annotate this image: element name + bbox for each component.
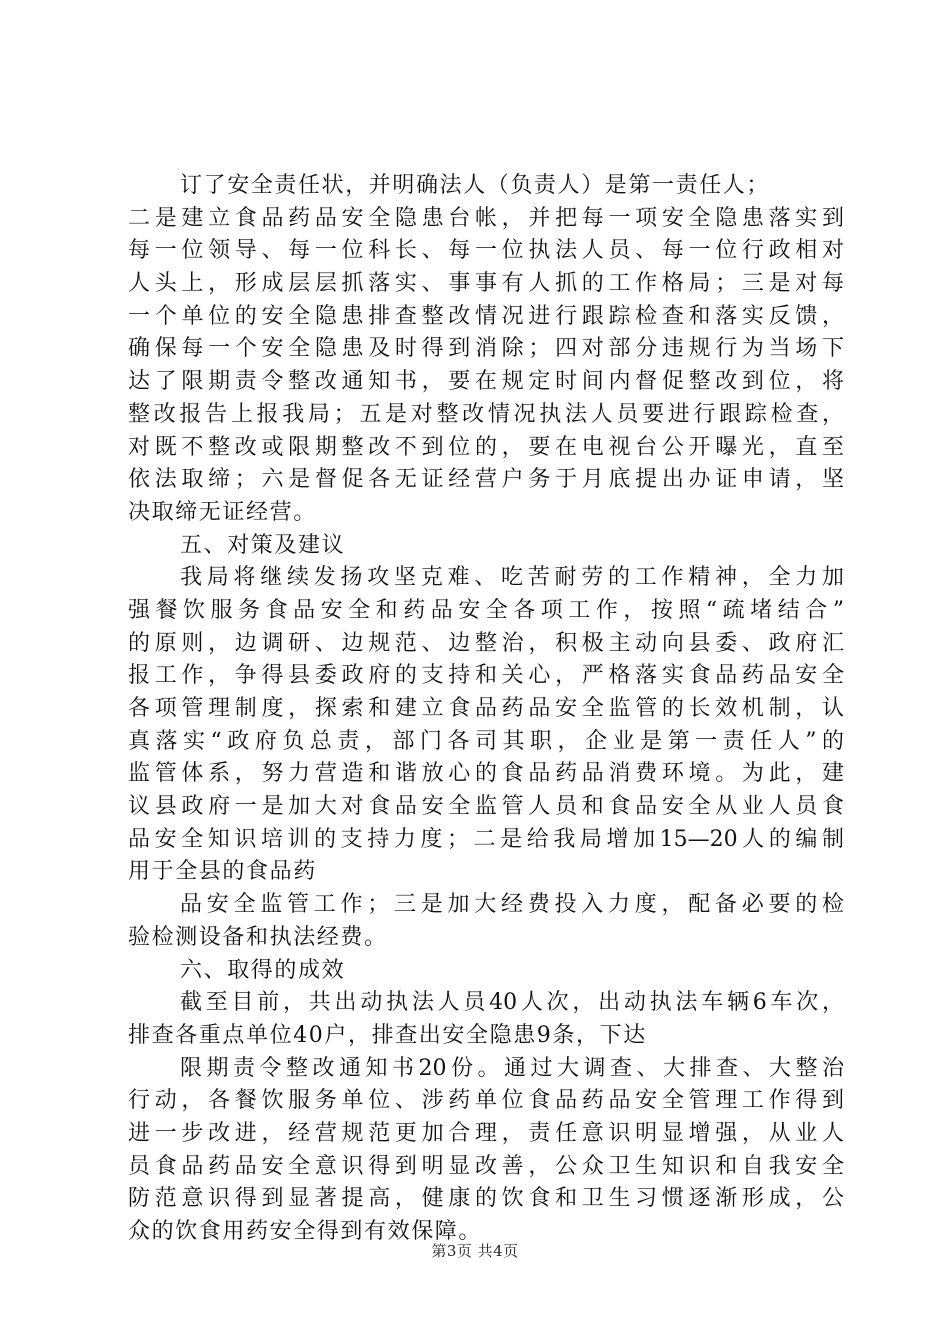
text-line: 对既不整改或限期整改不到位的，要在电视台公开曝光，直至 — [128, 434, 844, 460]
text-line: 报工作，争得县委政府的支持和关心，严格落实食品药品安全 — [128, 663, 844, 689]
text-line: 品安全知识培训的支持力度；二是给我局增加15—20人的编制 — [128, 826, 844, 852]
text-line: 确保每一个安全隐患及时得到消除；四对部分违规行为当场下 — [128, 336, 844, 362]
text-line: 截至目前，共出动执法人员40人次，出动执法车辆6车次， — [180, 990, 844, 1016]
text-line: 达了限期责令整改通知书，要在规定时间内督促整改到位，将 — [128, 369, 844, 395]
text-line: 整改报告上报我局；五是对整改情况执法人员要进行跟踪检查， — [128, 401, 844, 427]
text-line: 的原则，边调研、边规范、边整治，积极主动向县委、政府汇 — [128, 630, 844, 656]
text-line: 二是建立食品药品安全隐患台帐，并把每一项安全隐患落实到 — [128, 205, 844, 231]
page-footer: 第3页 共4页 — [431, 1242, 519, 1260]
text-line: 验检测设备和执法经费。 — [128, 924, 388, 950]
text-line: 议县政府一是加大对食品安全监管人员和食品安全从业人员食 — [128, 794, 844, 820]
text-line: 防范意识得到显著提高，健康的饮食和卫生习惯逐渐形成，公 — [128, 1186, 844, 1212]
text-line: 强餐饮服务食品安全和药品安全各项工作，按照“疏堵结合” — [128, 597, 844, 623]
text-line: 用于全县的食品药 — [128, 859, 317, 885]
text-line: 每一位领导、每一位科长、每一位执法人员、每一位行政相对 — [128, 238, 844, 264]
text-line: 一个单位的安全隐患排查整改情况进行跟踪检查和落实反馈， — [128, 303, 844, 329]
text-line: 排查各重点单位40户，排查出安全隐患9条，下达 — [128, 1022, 647, 1048]
text-line: 真落实“政府负总责，部门各司其职，企业是第一责任人”的 — [128, 728, 844, 754]
document-body — [128, 170, 844, 1249]
text-line: 决取缔无证经营。 — [128, 499, 317, 525]
text-line: 众的饮食用药安全得到有效保障。 — [128, 1219, 483, 1244]
text-line: 员食品药品安全意识得到明显改善，公众卫生知识和自我安全 — [128, 1153, 844, 1179]
text-line: 品安全监管工作；三是加大经费投入力度，配备必要的检 — [180, 892, 844, 918]
text-line: 行动，各餐饮服务单位、涉药单位食品药品安全管理工作得到 — [128, 1088, 844, 1114]
text-line: 限期责令整改通知书20份。通过大调查、大排查、大整治 — [180, 1055, 844, 1081]
text-line: 依法取缔；六是督促各无证经营户务于月底提出办证申请，坚 — [128, 467, 844, 493]
text-line: 监管体系，努力营造和谐放心的食品药品消费环境。为此，建 — [128, 761, 844, 787]
text-line: 六、取得的成效 — [180, 957, 346, 983]
text-line: 我局将继续发扬攻坚克难、吃苦耐劳的工作精神，全力加 — [180, 565, 844, 591]
text-line: 各项管理制度，探索和建立食品药品安全监管的长效机制，认 — [128, 696, 844, 721]
text-line: 人头上，形成层层抓落实、事事有人抓的工作格局；三是对每 — [128, 271, 844, 297]
text-line: 订了安全责任状，并明确法人（负责人）是第一责任人； — [180, 173, 771, 198]
text-line: 进一步改进，经营规范更加合理，责任意识明显增强，从业人 — [128, 1120, 844, 1146]
text-line: 五、对策及建议 — [180, 532, 346, 558]
